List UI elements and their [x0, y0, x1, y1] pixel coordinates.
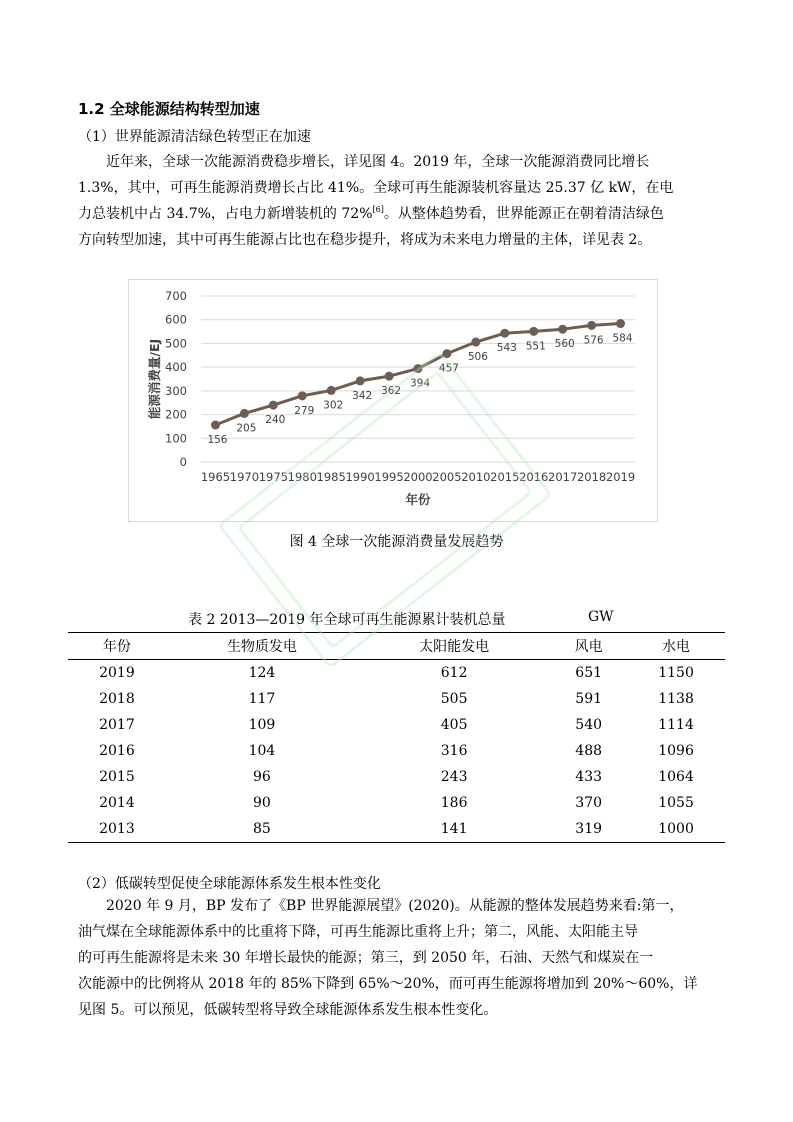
x-tick-label: 2015 — [490, 470, 520, 484]
table-cell: 370 — [575, 795, 603, 811]
table-cell: 505 — [440, 691, 468, 707]
table-cell: 488 — [575, 743, 603, 759]
data-label: 543 — [496, 342, 517, 355]
data-label: 457 — [438, 362, 459, 375]
data-label: 394 — [409, 377, 431, 390]
y-tick-label: 700 — [165, 289, 187, 303]
paragraph-2-line-1: 2020 年 9 月，BP 发布了《BP 世界能源展望》(2020)。从能源的整体发展趋势来看:第一， — [106, 898, 684, 914]
table-cell: 85 — [253, 821, 271, 837]
x-tick-label: 2010 — [461, 470, 491, 484]
x-tick-label: 2005 — [432, 470, 462, 484]
table-header-hydro: 水电 — [662, 639, 691, 655]
paragraph-2-line-3: 的可再生能源将是未来 30 年增长最快的能源；第三，到 2050 年，石油、天然气和煤炭在一 — [78, 950, 654, 966]
y-tick-label: 400 — [165, 360, 187, 375]
y-tick-label: 300 — [165, 383, 187, 398]
table-cell: 433 — [575, 769, 603, 785]
table-cell: 316 — [440, 743, 468, 759]
subsection-heading-1: （1）世界能源清洁绿色转型正在加速 — [78, 129, 311, 145]
data-label: 560 — [554, 338, 575, 351]
table-cell: 186 — [440, 795, 468, 811]
x-axis-title: 年份 — [405, 492, 431, 507]
data-label: 205 — [236, 422, 257, 435]
data-label: 584 — [612, 332, 633, 345]
y-tick-label: 600 — [165, 312, 187, 327]
paragraph-2-line-4: 次能源中的比例将从 2018 年的 85%下降到 65%～20%，而可再生能源将增加到 20%～60%，详 — [78, 976, 698, 992]
table-cell: 651 — [575, 665, 603, 681]
data-point — [616, 319, 625, 328]
x-tick-label: 2018 — [576, 470, 607, 484]
table-cell: 2015 — [99, 769, 135, 785]
table-cell: 1150 — [658, 665, 694, 681]
subsection-heading-2: （2）低碳转型促使全球能源体系发生根本性变化 — [78, 876, 381, 892]
paragraph-2 — [78, 893, 718, 1023]
y-tick-label: 200 — [165, 407, 187, 422]
watermark — [175, 300, 595, 720]
table-cell: 2013 — [99, 821, 135, 837]
table-cell: 1096 — [658, 743, 694, 759]
table-cell: 1138 — [658, 691, 694, 707]
paragraph-2-line-2: 油气煤在全球能源体系中的比重将下降，可再生能源比重将上升；第二，风能、太阳能主导 — [78, 924, 638, 940]
table-cell: 2018 — [99, 691, 135, 707]
citation-ref: [6] — [372, 205, 384, 214]
x-tick-label: 1970 — [229, 470, 260, 484]
data-label: 279 — [294, 404, 315, 417]
table-cell: 124 — [248, 665, 276, 681]
data-label: 302 — [323, 399, 344, 412]
table-cell: 1064 — [658, 769, 694, 785]
table-cell: 2017 — [99, 717, 135, 733]
table-header-year: 年份 — [102, 639, 131, 655]
x-tick-label: 2016 — [519, 470, 549, 484]
x-tick-label: 2019 — [605, 470, 636, 484]
x-tick-label: 1995 — [374, 470, 404, 484]
x-tick-label: 2017 — [548, 470, 578, 484]
table-cell: 141 — [440, 821, 468, 837]
paragraph-1 — [78, 149, 718, 253]
y-tick-label: 500 — [165, 336, 187, 351]
table-cell: 1000 — [658, 821, 694, 837]
table-cell: 1114 — [658, 717, 694, 733]
data-label: 362 — [381, 385, 402, 398]
table-cell: 2014 — [99, 795, 135, 811]
section-heading: 1.2 全球能源结构转型加速 — [78, 100, 260, 118]
y-tick-label: 0 — [179, 455, 187, 469]
table-cell: 96 — [253, 769, 271, 785]
table-cell: 90 — [253, 795, 271, 811]
data-label: 551 — [525, 340, 546, 353]
data-label: 576 — [583, 334, 604, 347]
paragraph-1-line-1: 近年来，全球一次能源消费稳步增长，详见图 4。2019 年，全球一次能源消费同比增长 — [106, 154, 650, 170]
x-tick-label: 1990 — [345, 470, 375, 484]
table-row — [68, 816, 725, 843]
table-header-biomass: 生物质发电 — [226, 639, 297, 655]
y-tick-label: 100 — [165, 431, 187, 446]
paragraph-1-line-3a: 力总装机中占 34.7%，占电力新增装机的 72% — [78, 206, 373, 222]
table-unit: GW — [588, 609, 614, 625]
table-header-wind: 风电 — [574, 639, 603, 655]
table-cell: 243 — [440, 769, 468, 785]
paragraph-1-line-3b: 。从整体趋势看，世界能源正在朝着清洁绿色 — [383, 206, 664, 222]
table-cell: 591 — [575, 691, 603, 707]
table-cell: 540 — [575, 717, 603, 733]
table-cell: 104 — [248, 743, 276, 759]
table-cell: 109 — [248, 717, 276, 733]
table-cell: 612 — [440, 665, 468, 681]
table-cell: 117 — [248, 691, 276, 707]
figure-caption: 图 4 全球一次能源消费量发展趋势 — [289, 534, 504, 550]
paragraph-2-line-5: 见图 5。可以预见，低碳转型将导致全球能源体系发生根本性变化。 — [78, 1002, 498, 1018]
table-cell: 405 — [440, 717, 468, 733]
x-tick-label: 1985 — [316, 470, 346, 484]
table-cell: 2016 — [99, 743, 135, 759]
table-title: 表 2 2013—2019 年全球可再生能源累计装机总量 — [188, 612, 506, 628]
table-row — [68, 738, 725, 764]
data-label: 240 — [265, 414, 286, 427]
x-tick-label: 1975 — [258, 470, 288, 484]
data-label: 342 — [352, 389, 373, 402]
table-cell: 2019 — [99, 665, 135, 681]
table-cell: 1055 — [658, 795, 694, 811]
paragraph-1-line-2: 1.3%，其中，可再生能源消费增长占比 41%。全球可再生能源装机容量达 25.37 亿 kW，在电 — [78, 180, 674, 196]
table-row — [68, 790, 725, 816]
data-label: 156 — [207, 434, 228, 447]
paragraph-1-line-4: 方向转型加速，其中可再生能源占比也在稳步提升，将成为未来电力增量的主体，详见表 2。 — [78, 232, 652, 248]
table-cell: 319 — [575, 821, 603, 837]
x-tick-label: 1980 — [287, 470, 317, 484]
data-label: 506 — [467, 351, 488, 364]
x-tick-label: 2000 — [403, 470, 433, 484]
x-tick-label: 1965 — [200, 470, 231, 484]
table-row — [68, 764, 725, 790]
table-header-solar: 太阳能发电 — [419, 639, 490, 655]
y-axis-title: 能源消费量/EJ — [147, 338, 162, 420]
